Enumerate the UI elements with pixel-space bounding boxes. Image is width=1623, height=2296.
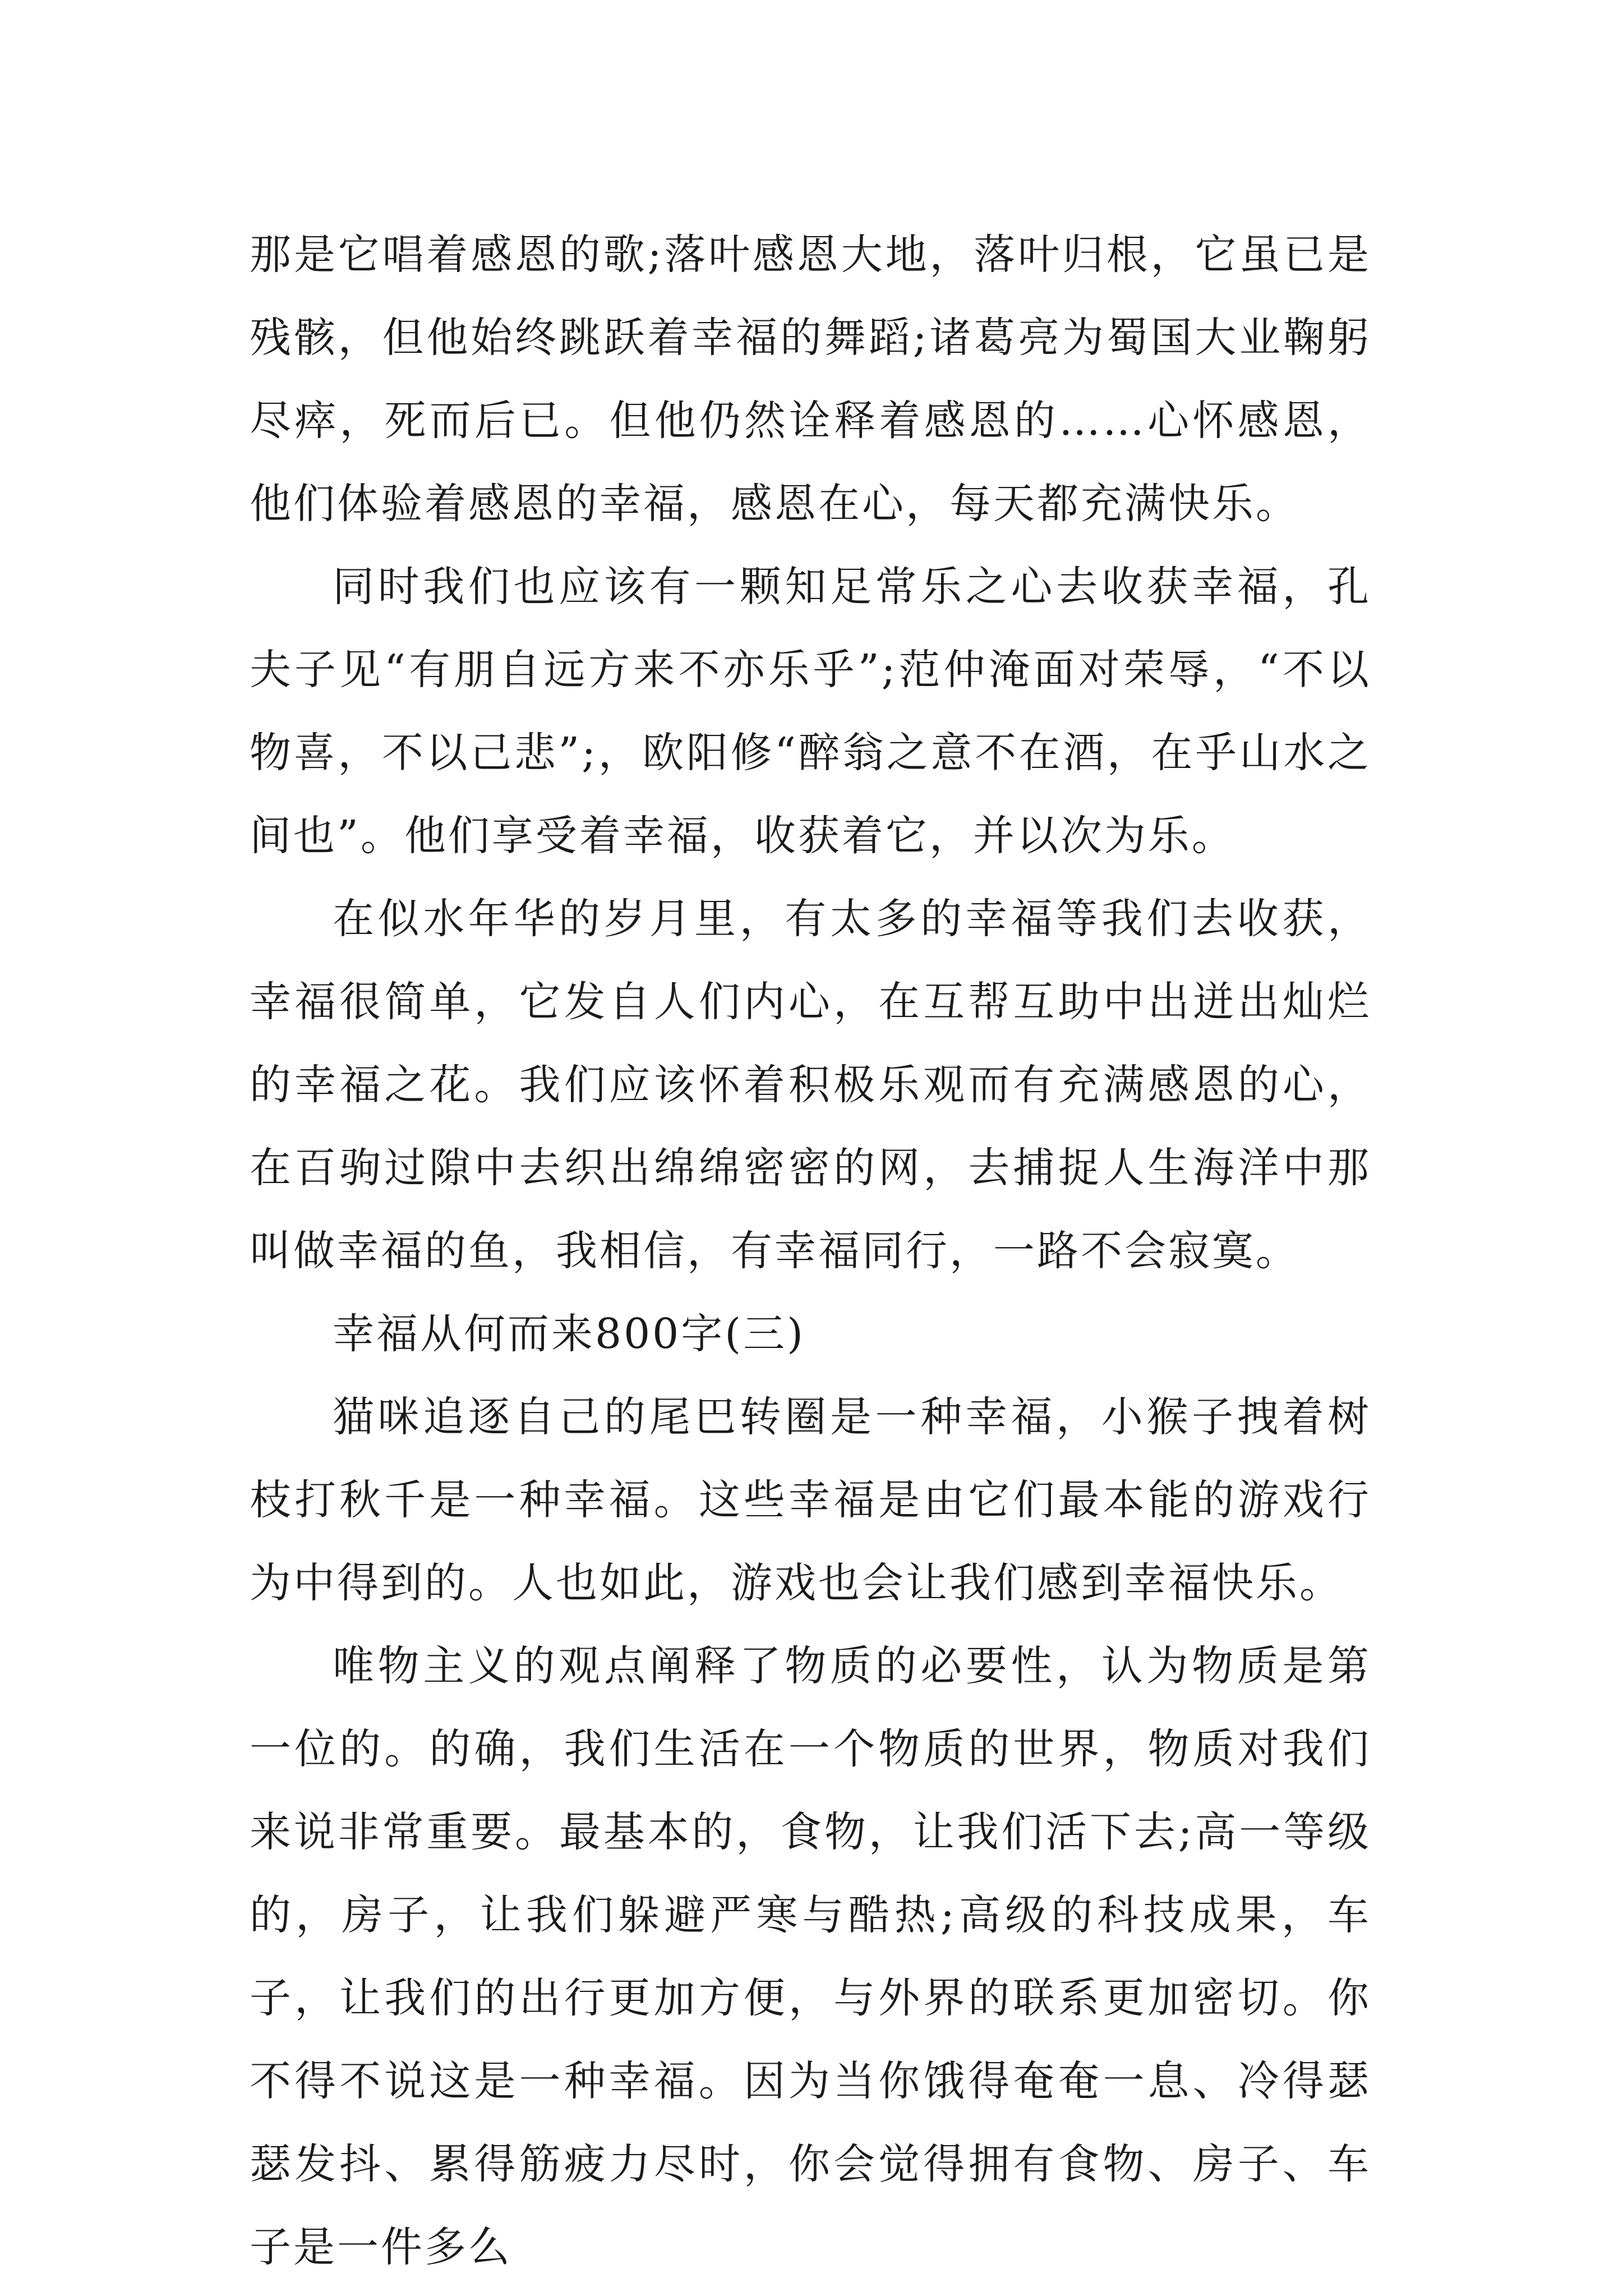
- paragraph-3: 在似水年华的岁月里，有太多的幸福等我们去收获，幸福很简单，它发自人们内心，在互帮互助中出迸出灿烂的幸福之花。我们应该怀着积极乐观而有充满感恩的心，在百驹过隙中去织出绵绵密密的网，去捕捉人生海洋中那叫做幸福的鱼，我相信，有幸福同行，一路不会寂寞。: [250, 895, 1371, 1275]
- paragraph-5: 唯物主义的观点阐释了物质的必要性，认为物质是第一位的。的确，我们生活在一个物质的世界，物质对我们来说非常重要。最基本的，食物，让我们活下去;高一等级的，房子，让我们躲避严寒与酷热;高级的科技成果，车子，让我们的出行更加方便，与外界的联系更加密切。你不得不说这是一种幸福。因为当你饿得奄奄一息、冷得瑟瑟发抖、累得筋疲力尽时，你会觉得拥有食物、房子、车子是一件多么: [250, 1642, 1371, 2271]
- paragraph-4: 猫咪追逐自己的尾巴转圈是一种幸福，小猴子拽着树枝打秋千是一种幸福。这些幸福是由它们最本能的游戏行为中得到的。人也如此，游戏也会让我们感到幸福快乐。: [250, 1393, 1371, 1607]
- paragraph-2: 同时我们也应该有一颗知足常乐之心去收获幸福，孔夫子见“有朋自远方来不亦乐乎”;范仲淹面对荣辱，“不以物喜，不以己悲”;，欧阳修“醉翁之意不在酒，在乎山水之间也”。他们享受着幸福，收获着它，并以次为乐。: [250, 563, 1371, 860]
- document-body: [250, 213, 1371, 2289]
- section-heading: 幸福从何而来800字(三): [333, 1310, 805, 1358]
- paragraph-1: 那是它唱着感恩的歌;落叶感恩大地，落叶归根，它虽已是残骸，但他始终跳跃着幸福的舞蹈;诸葛亮为蜀国大业鞠躬尽瘁，死而后已。但他仍然诠释着感恩的……心怀感恩，他们体验着感恩的幸福，感恩在心，每天都充满快乐。: [250, 231, 1371, 528]
